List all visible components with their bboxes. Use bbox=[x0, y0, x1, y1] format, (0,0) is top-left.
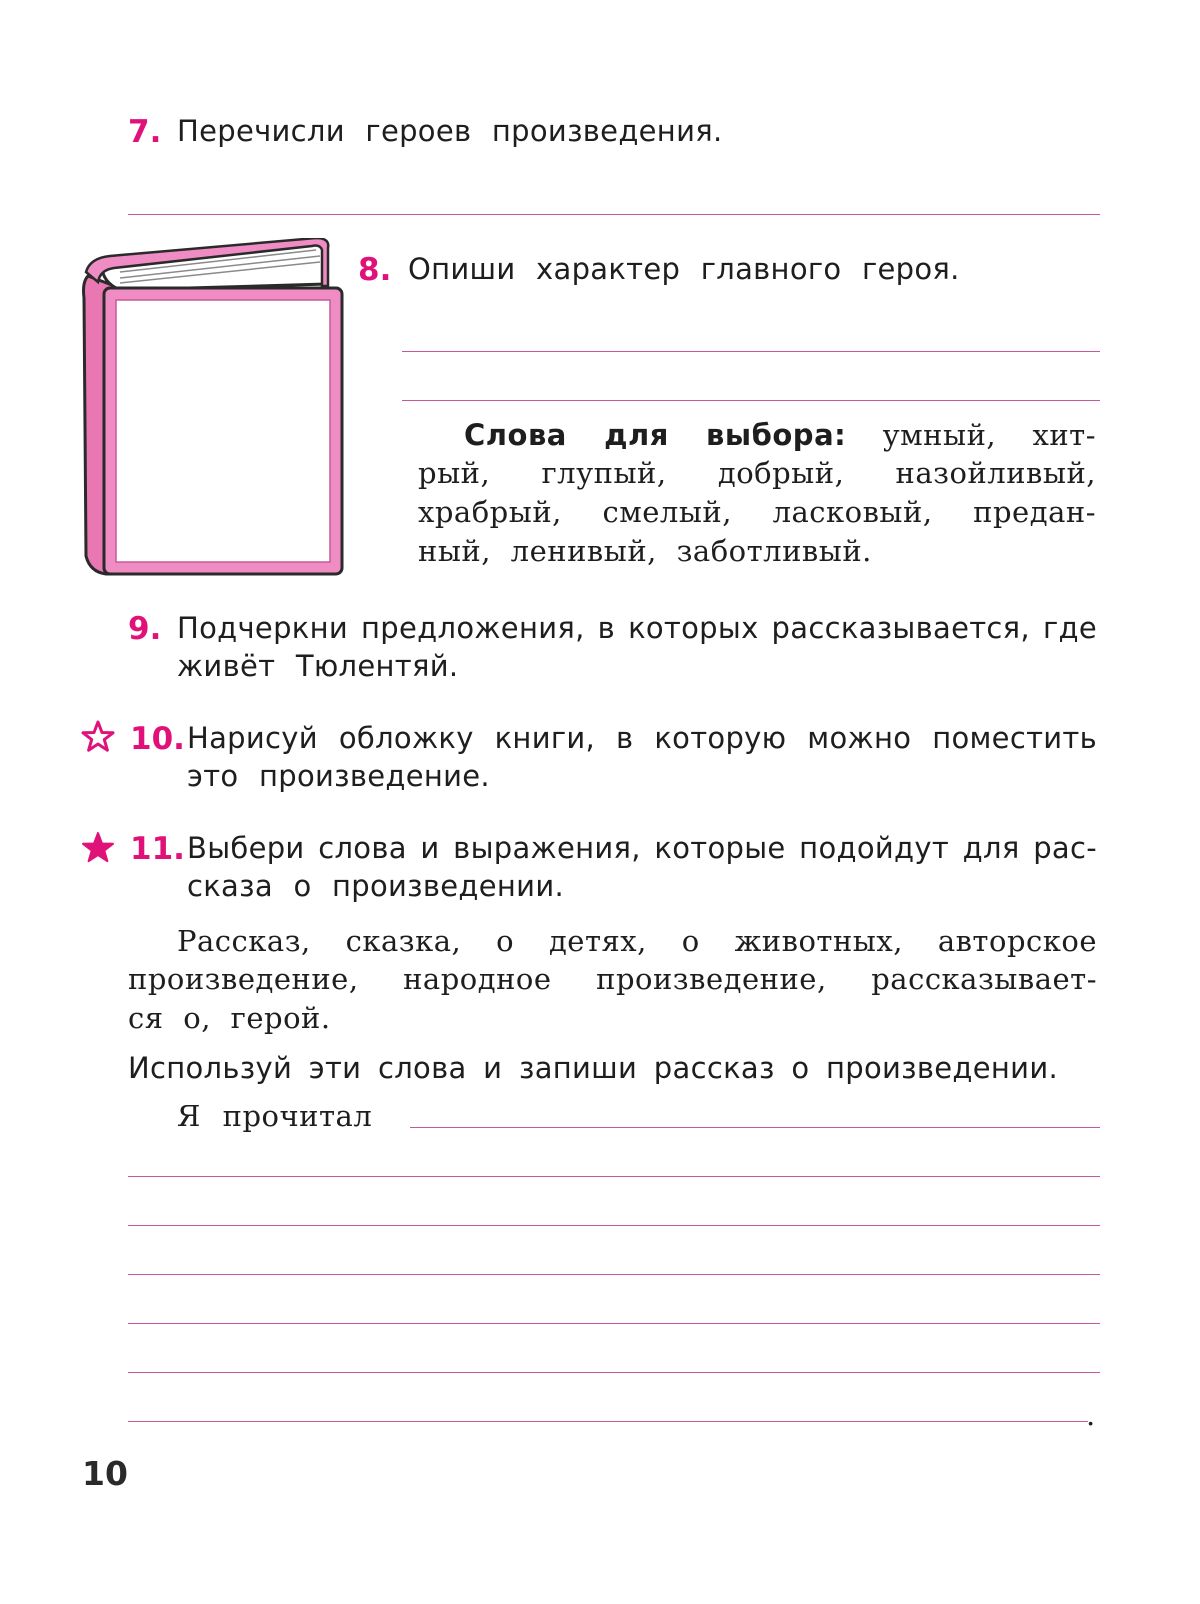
word-choices-label: Слова для выбора: bbox=[464, 418, 847, 452]
task-11-number: 11. bbox=[130, 831, 185, 867]
task-7-text: Перечисли героев произведения. bbox=[177, 114, 723, 148]
word-choices-line-3: храбрый, смелый, ласковый, предан- bbox=[418, 495, 1096, 529]
writing-line-1[interactable] bbox=[410, 1127, 1100, 1128]
writing-line-2[interactable] bbox=[128, 1176, 1100, 1177]
writing-line-6[interactable] bbox=[128, 1372, 1100, 1373]
writing-line-4[interactable] bbox=[128, 1274, 1100, 1275]
star-filled-icon bbox=[81, 831, 115, 863]
writing-line-5[interactable] bbox=[128, 1323, 1100, 1324]
writing-line-3[interactable] bbox=[128, 1225, 1100, 1226]
task-9-number: 9. bbox=[128, 611, 162, 647]
book-illustration bbox=[80, 238, 350, 583]
options-line-1: Рассказ, сказка, о детях, о животных, авторское bbox=[177, 924, 1097, 958]
end-period: . bbox=[1086, 1398, 1096, 1432]
options-line-3: ся о, герой. bbox=[128, 1001, 331, 1035]
task-9-line-2: живёт Тюлентяй. bbox=[177, 649, 459, 683]
answer-line-8a[interactable] bbox=[402, 351, 1100, 352]
star-outline-icon bbox=[81, 720, 115, 752]
answer-line-8b[interactable] bbox=[402, 400, 1100, 401]
task-9-line-1: Подчеркни предложения, в которых рассказывается, где bbox=[177, 611, 1097, 645]
task-10-line-2: это произведение. bbox=[187, 759, 490, 793]
word-choices-line-4: ный, ленивый, заботливый. bbox=[418, 534, 872, 568]
task-10-line-1: Нарисуй обложку книги, в которую можно поместить bbox=[187, 721, 1097, 755]
task-10-number: 10. bbox=[130, 721, 185, 757]
task-8-number: 8. bbox=[358, 252, 392, 288]
story-start-text: Я прочитал bbox=[177, 1099, 373, 1133]
task-11-line-1: Выбери слова и выражения, которые подойдут для рас- bbox=[187, 831, 1097, 865]
writing-line-7[interactable] bbox=[128, 1421, 1088, 1422]
word-choices-line-2: рый, глупый, добрый, назойливый, bbox=[418, 456, 1096, 490]
task-7-number: 7. bbox=[128, 114, 162, 150]
task-11-line-2: сказа о произведении. bbox=[187, 869, 564, 903]
task-8-text: Опиши характер главного героя. bbox=[408, 252, 960, 286]
options-line-2: произведение, народное произведение, рассказывает- bbox=[128, 962, 1097, 996]
word-choices-text-1: умный, хит- bbox=[882, 418, 1096, 452]
word-choices-first-line bbox=[464, 418, 1096, 452]
instruction-text: Используй эти слова и запиши рассказ о произведении. bbox=[128, 1051, 1058, 1085]
page-number: 10 bbox=[82, 1454, 128, 1493]
answer-line-7[interactable] bbox=[128, 214, 1100, 215]
